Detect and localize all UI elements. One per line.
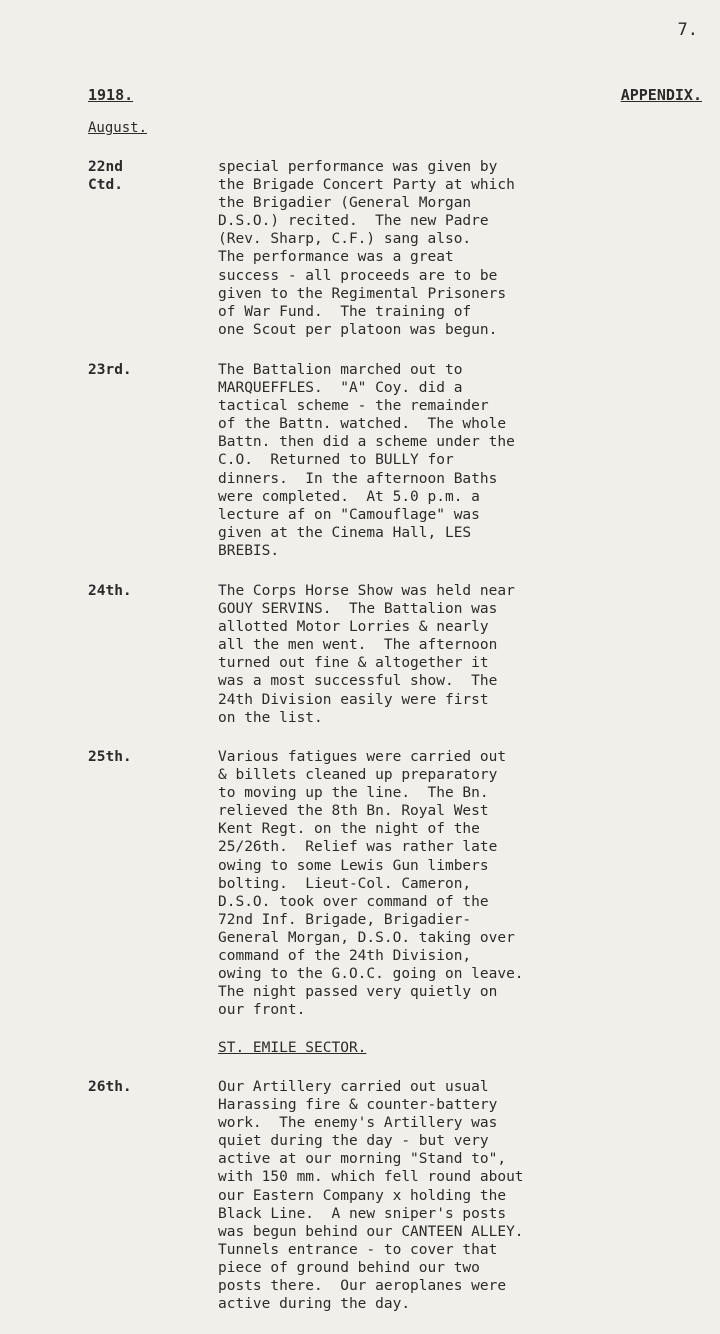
- entry-text: [218, 582, 708, 727]
- entry-line: The performance was a great: [218, 249, 454, 266]
- entry-line: work. The enemy's Artillery was: [218, 1115, 498, 1132]
- entry-line: owing to the G.O.C. going on leave.: [218, 966, 524, 983]
- entry-line: Our Artillery carried out usual: [218, 1079, 489, 1095]
- entry-line: on the list.: [218, 709, 323, 726]
- entry-line: & billets cleaned up preparatory: [218, 767, 498, 784]
- entry-line: tactical scheme - the remainder: [218, 398, 489, 415]
- entry-date: 23rd.: [88, 362, 132, 378]
- entry-line: our Eastern Company x holding the: [218, 1187, 507, 1204]
- entry-line: active at our morning "Stand to",: [218, 1151, 507, 1168]
- entry-line: C.O. Returned to BULLY for: [218, 452, 454, 469]
- entry-line: were completed. At 5.0 p.m. a: [218, 488, 480, 505]
- entry-line: The night passed very quietly on: [218, 984, 498, 1001]
- entry-text: [218, 748, 708, 1019]
- entry-line: The Battalion marched out to: [218, 362, 463, 378]
- page-number: 7.: [677, 20, 698, 40]
- entry-line: active during the day.: [218, 1296, 411, 1313]
- entry-line: The Corps Horse Show was held near: [218, 583, 515, 599]
- entry-line: Black Line. A new sniper's posts: [218, 1205, 507, 1222]
- entry-line: owing to some Lewis Gun limbers: [218, 857, 489, 874]
- entry-line: special performance was given by: [218, 159, 498, 175]
- entry-date: 26th.: [88, 1079, 132, 1095]
- entry-line: Various fatigues were carried out: [218, 749, 507, 765]
- entry-line: relieved the 8th Bn. Royal West: [218, 803, 489, 820]
- entry-line: to moving up the line. The Bn.: [218, 785, 489, 802]
- entry-line: was a most successful show. The: [218, 673, 498, 690]
- entry-line: General Morgan, D.S.O. taking over: [218, 929, 515, 946]
- entry-line: Harassing fire & counter-battery: [218, 1097, 498, 1114]
- entry-date: 24th.: [88, 583, 132, 599]
- entry-line: D.S.O. took over command of the: [218, 893, 489, 910]
- entry-date: 22nd Ctd.: [88, 159, 123, 193]
- sector-heading: ST. EMILE SECTOR.: [218, 1040, 367, 1056]
- entry-line: given at the Cinema Hall, LES: [218, 524, 472, 541]
- entry-line: 72nd Inf. Brigade, Brigadier-: [218, 911, 472, 928]
- entry-line: our front.: [218, 1002, 306, 1019]
- entry-line: one Scout per platoon was begun.: [218, 321, 498, 338]
- entry-line: the Brigade Concert Party at which: [218, 177, 515, 194]
- entry-line: D.S.O.) recited. The new Padre: [218, 213, 489, 230]
- entry-line: allotted Motor Lorries & nearly: [218, 619, 489, 636]
- entry-line: posts there. Our aeroplanes were: [218, 1278, 507, 1295]
- entry-date: 25th.: [88, 749, 132, 765]
- entry-text: [218, 1078, 708, 1313]
- month-heading: August.: [88, 120, 148, 136]
- entry-line: (Rev. Sharp, C.F.) sang also.: [218, 231, 472, 248]
- entry-line: of War Fund. The training of: [218, 303, 472, 320]
- entry-line: turned out fine & altogether it: [218, 655, 489, 672]
- entry-line: Battn. then did a scheme under the: [218, 434, 515, 451]
- entry-line: lecture af on "Camouflage" was: [218, 506, 480, 523]
- entry-line: GOUY SERVINS. The Battalion was: [218, 601, 498, 618]
- entry-line: command of the 24th Division,: [218, 948, 472, 965]
- entry-line: Kent Regt. on the night of the: [218, 821, 480, 838]
- entry-line: Tunnels entrance - to cover that: [218, 1241, 498, 1258]
- entry-line: with 150 mm. which fell round about: [218, 1169, 524, 1186]
- entry-line: 24th Division easily were first: [218, 691, 489, 708]
- entry-line: bolting. Lieut-Col. Cameron,: [218, 875, 472, 892]
- entry-line: 25/26th. Relief was rather late: [218, 839, 498, 856]
- entry-text: [218, 361, 708, 560]
- entry-line: all the men went. The afternoon: [218, 637, 498, 654]
- year-heading: 1918.: [88, 86, 134, 104]
- entry-line: the Brigadier (General Morgan: [218, 195, 472, 212]
- entry-line: success - all proceeds are to be: [218, 267, 498, 284]
- entry-line: given to the Regimental Prisoners: [218, 285, 507, 302]
- entry-line: MARQUEFFLES. "A" Coy. did a: [218, 380, 463, 397]
- entry-line: piece of ground behind our two: [218, 1259, 480, 1276]
- entry-line: BREBIS.: [218, 542, 280, 559]
- entry-line: was begun behind our CANTEEN ALLEY.: [218, 1223, 524, 1240]
- entry-line: of the Battn. watched. The whole: [218, 416, 507, 433]
- entry-line: dinners. In the afternoon Baths: [218, 470, 498, 487]
- appendix-heading: APPENDIX.: [620, 86, 702, 104]
- entry-text: [218, 158, 708, 339]
- entry-line: quiet during the day - but very: [218, 1133, 489, 1150]
